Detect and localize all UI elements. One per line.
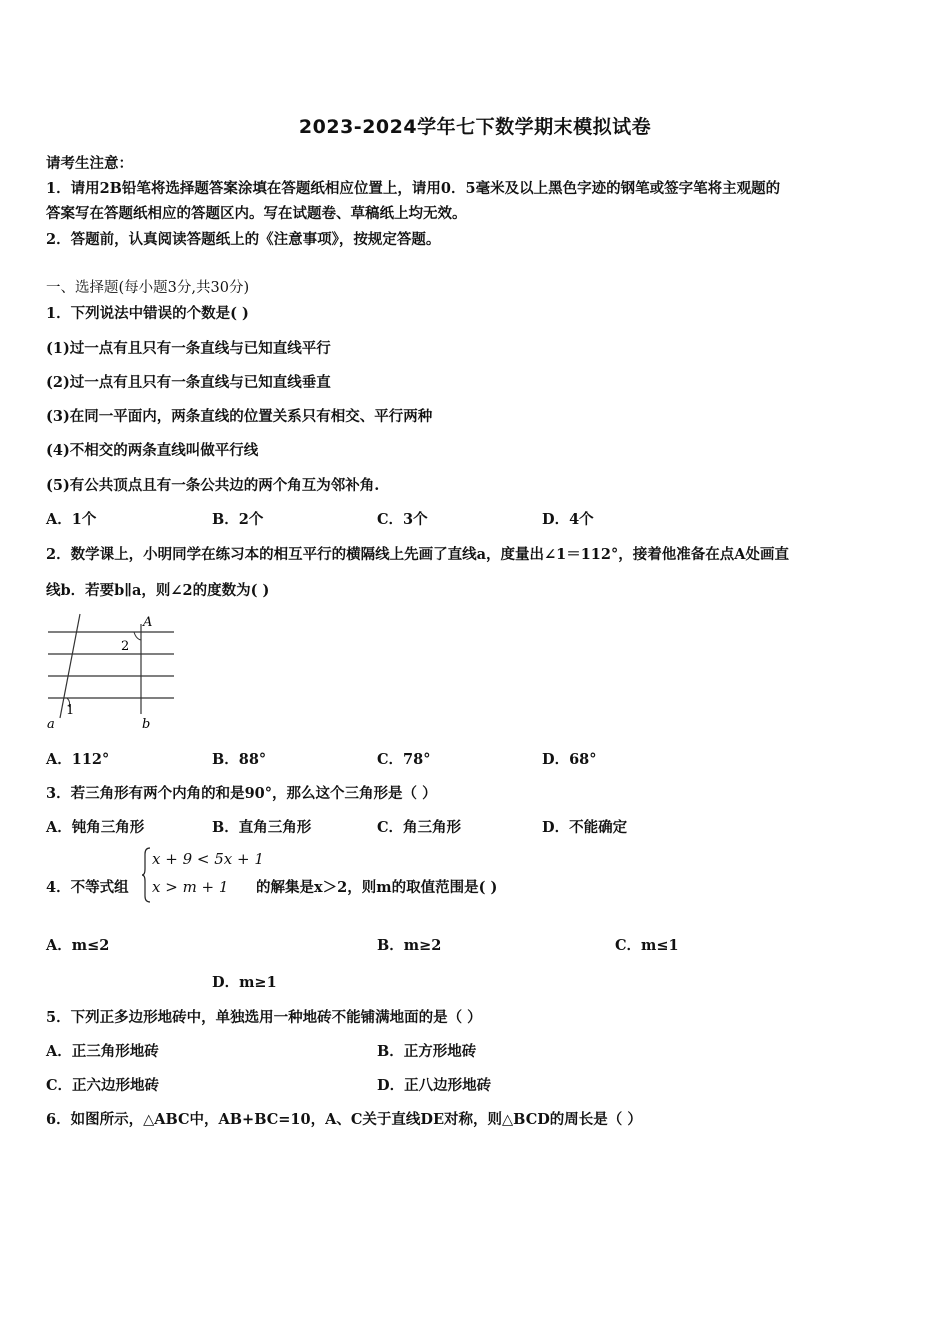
question-1-statement: (2)过一点有且只有一条直线与已知直线垂直 (46, 374, 331, 391)
angle-2-arc (134, 632, 141, 640)
question-4-suffix: 的解集是x＞2，则m的取值范围是( ) (256, 879, 498, 896)
inequality-1: x + 9 < 5x + 1 (152, 850, 264, 868)
question-1-statement: (4)不相交的两条直线叫做平行线 (46, 442, 259, 459)
left-brace (142, 846, 152, 904)
question-3-option-c: C．角三角形 (377, 819, 462, 836)
label-a: a (47, 717, 55, 732)
question-2-option-b: B．88° (212, 751, 267, 768)
question-5-option-a: A．正三角形地砖 (46, 1043, 159, 1060)
notice-heading: 请考生注意： (46, 155, 133, 172)
label-angle-2: 2 (121, 639, 130, 654)
label-b: b (142, 717, 151, 732)
question-1-statement: (3)在同一平面内，两条直线的位置关系只有相交、平行两种 (46, 408, 433, 425)
question-4-option-c: C．m≤1 (615, 937, 679, 954)
question-5-option-c: C．正六边形地砖 (46, 1077, 160, 1094)
question-1-stem: 1．下列说法中错误的个数是( ) (46, 305, 249, 322)
question-2-option-c: C．78° (377, 751, 431, 768)
question-5-option-d: D．正八边形地砖 (377, 1077, 492, 1094)
question-4-option-d: D．m≥1 (212, 974, 277, 991)
notice-item-1-line-1: 1．请用2B铅笔将选择题答案涂填在答题纸相应位置上，请用0．5毫米及以上黑色字迹的钢笔或签字笔将主观题的 (46, 180, 781, 197)
question-3-stem: 3．若三角形有两个内角的和是90°，那么这个三角形是（ ） (46, 785, 437, 802)
inequality-2: x > m + 1 (152, 878, 229, 896)
page-title: 2023-2024学年七下数学期末模拟试卷 (298, 116, 652, 138)
question-3-option-b: B．直角三角形 (212, 819, 312, 836)
question-3-option-a: A．钝角三角形 (46, 819, 145, 836)
question-1-statement: (1)过一点有且只有一条直线与已知直线平行 (46, 340, 331, 357)
label-angle-1: 1 (66, 703, 75, 718)
notice-item-1-line-2: 答案写在答题纸相应的答题区内。写在试题卷、草稿纸上均无效。 (46, 205, 467, 222)
parallel-lines-figure (44, 610, 184, 736)
question-6-stem: 6．如图所示，△ABC中，AB+BC=10，A、C关于直线DE对称，则△BCD的周长是（ ） (46, 1111, 642, 1128)
question-2-stem-line-1: 2．数学课上，小明同学在练习本的相互平行的横隔线上先画了直线a，度量出∠1＝112°，接着他准备在点A处画直 (46, 546, 789, 563)
section-heading: 一、选择题(每小题3分,共30分) (46, 280, 250, 296)
inequality-system (142, 846, 264, 904)
question-1-statement: (5)有公共顶点且有一条公共边的两个角互为邻补角. (46, 477, 380, 494)
question-2-option-a: A．112° (46, 751, 110, 768)
question-2-stem-line-2: 线b．若要b∥a，则∠2的度数为( ) (46, 582, 270, 599)
question-2-option-d: D．68° (542, 751, 597, 768)
question-1-option-b: B．2个 (212, 511, 264, 528)
question-3-option-d: D．不能确定 (542, 819, 628, 836)
question-1-option-d: D．4个 (542, 511, 594, 528)
question-4-option-b: B．m≥2 (377, 937, 442, 954)
question-4-option-a: A．m≤2 (46, 937, 110, 954)
question-5-stem: 5．下列正多边形地砖中，单独选用一种地砖不能铺满地面的是（ ） (46, 1009, 482, 1026)
question-4-prefix: 4．不等式组 (46, 879, 129, 896)
question-1-option-c: C．3个 (377, 511, 428, 528)
question-5-option-b: B．正方形地砖 (377, 1043, 477, 1060)
label-point-a: A (143, 615, 153, 630)
notice-item-2: 2．答题前，认真阅读答题纸上的《注意事项》，按规定答题。 (46, 231, 441, 248)
question-1-option-a: A．1个 (46, 511, 97, 528)
